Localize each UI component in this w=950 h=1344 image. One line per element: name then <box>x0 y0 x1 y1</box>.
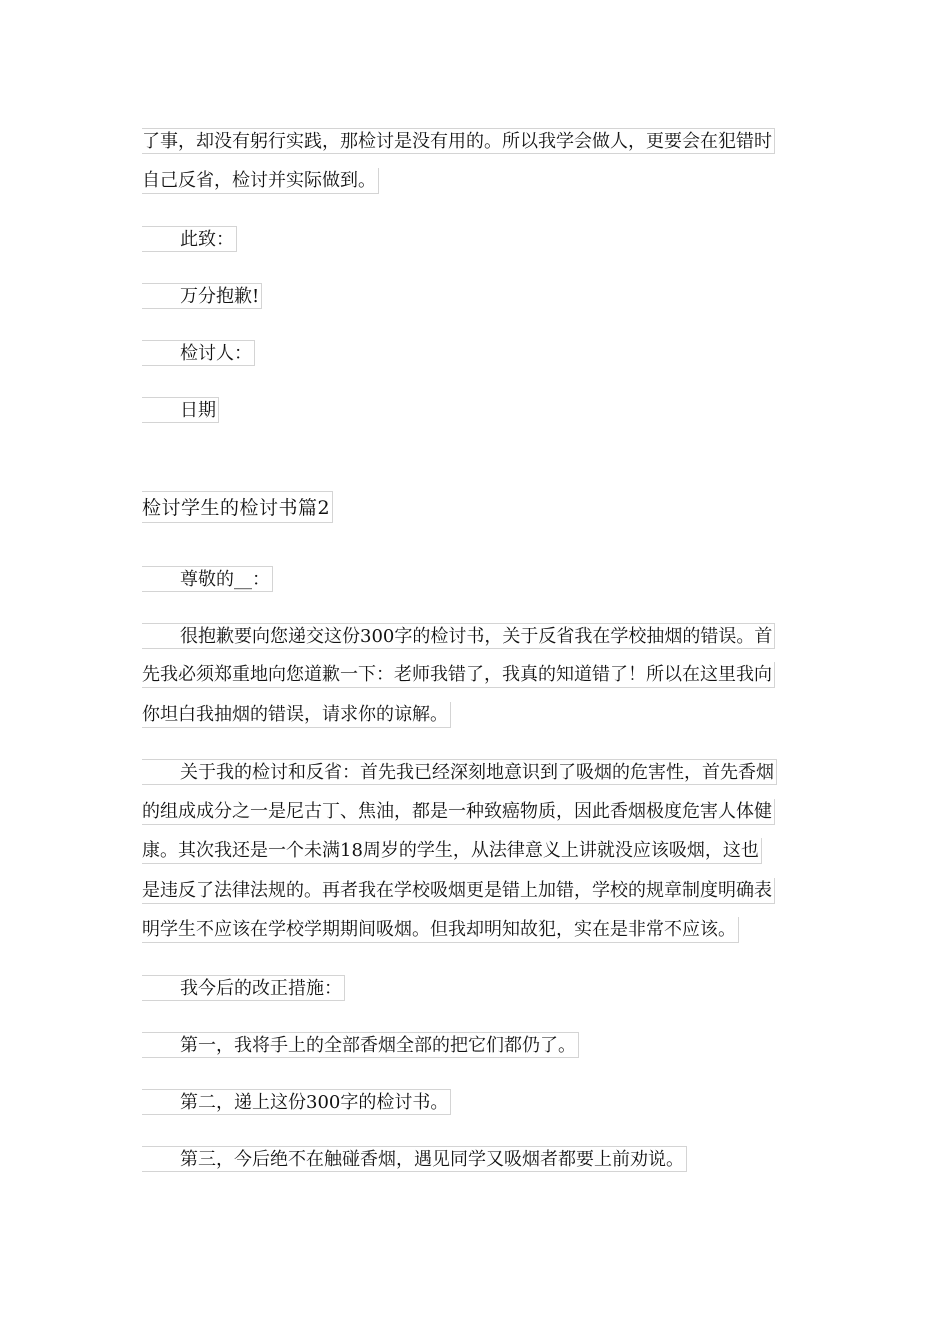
measure-item: 第一，我将手上的全部香烟全部的把它们都仍了。 <box>142 1032 579 1058</box>
paragraph-line: 康。其次我还是一个未满18周岁的学生，从法律意义上讲就没应该吸烟，这也 <box>142 838 762 864</box>
measures-heading: 我今后的改正措施： <box>142 975 345 1001</box>
paragraph-line: 关于我的检讨和反省：首先我已经深刻地意识到了吸烟的危害性，首先香烟 <box>142 759 777 785</box>
closing-apology: 万分抱歉! <box>142 283 262 309</box>
paragraph-line: 你坦白我抽烟的错误，请求你的谅解。 <box>142 702 451 728</box>
closing-salute: 此致： <box>142 226 237 252</box>
measure-item: 第三，今后绝不在触碰香烟，遇见同学又吸烟者都要上前劝说。 <box>142 1146 687 1172</box>
paragraph-line: 明学生不应该在学校学期期间吸烟。但我却明知故犯，实在是非常不应该。 <box>142 917 739 943</box>
paragraph-line: 很抱歉要向您递交这份300字的检讨书，关于反省我在学校抽烟的错误。首 <box>142 623 775 649</box>
paragraph-line: 自己反省，检讨并实际做到。 <box>142 168 379 194</box>
greeting: 尊敬的__： <box>142 566 273 592</box>
measure-item: 第二，递上这份300字的检讨书。 <box>142 1089 451 1115</box>
signer-label: 检讨人： <box>142 340 255 366</box>
paragraph-line: 的组成成分之一是尼古丁、焦油，都是一种致癌物质，因此香烟极度危害人体健 <box>142 799 775 825</box>
paragraph-line: 先我必须郑重地向您道歉一下：老师我错了，我真的知道错了！所以在这里我向 <box>142 662 775 688</box>
date-label: 日期 <box>142 397 219 423</box>
paragraph-line: 是违反了法律法规的。再者我在学校吸烟更是错上加错，学校的规章制度明确表 <box>142 878 775 904</box>
paragraph-line: 了事，却没有躬行实践，那检讨是没有用的。所以我学会做人，更要会在犯错时 <box>142 128 775 154</box>
section-title: 检讨学生的检讨书篇2 <box>142 491 333 523</box>
